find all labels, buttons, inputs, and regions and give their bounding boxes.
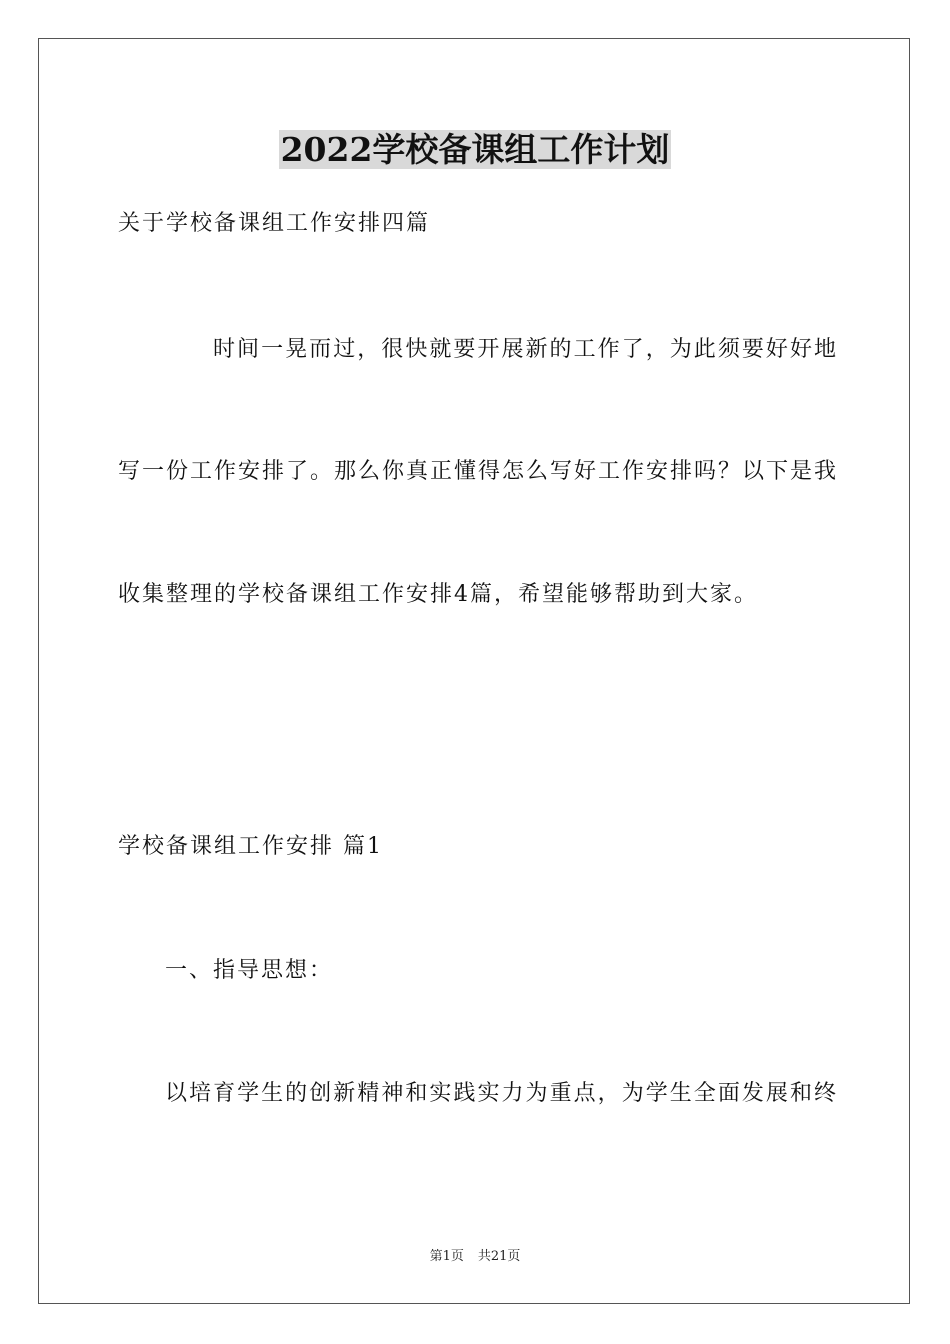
section-heading: 学校备课组工作安排 篇1 (118, 834, 383, 859)
page-footer (0, 1248, 950, 1266)
page-number: 第1页 (429, 1249, 464, 1264)
intro-line-2: 写一份工作安排了。那么你真正懂得怎么写好工作安排吗？以下是我 (118, 459, 839, 484)
page-total: 共21页 (477, 1249, 521, 1264)
item-heading: 一、指导思想： (165, 958, 334, 983)
document-title-text: 2022学校备课组工作计划 (280, 130, 670, 169)
document-subtitle: 关于学校备课组工作安排四篇 (118, 211, 431, 236)
intro-line-3: 收集整理的学校备课组工作安排4篇，希望能够帮助到大家。 (118, 582, 758, 607)
document-title (0, 128, 950, 172)
intro-line-1: 时间一晃而过，很快就要开展新的工作了，为此须要好好地 (213, 337, 838, 362)
body-line: 以培育学生的创新精神和实践实力为重点，为学生全面发展和终 (165, 1081, 838, 1106)
